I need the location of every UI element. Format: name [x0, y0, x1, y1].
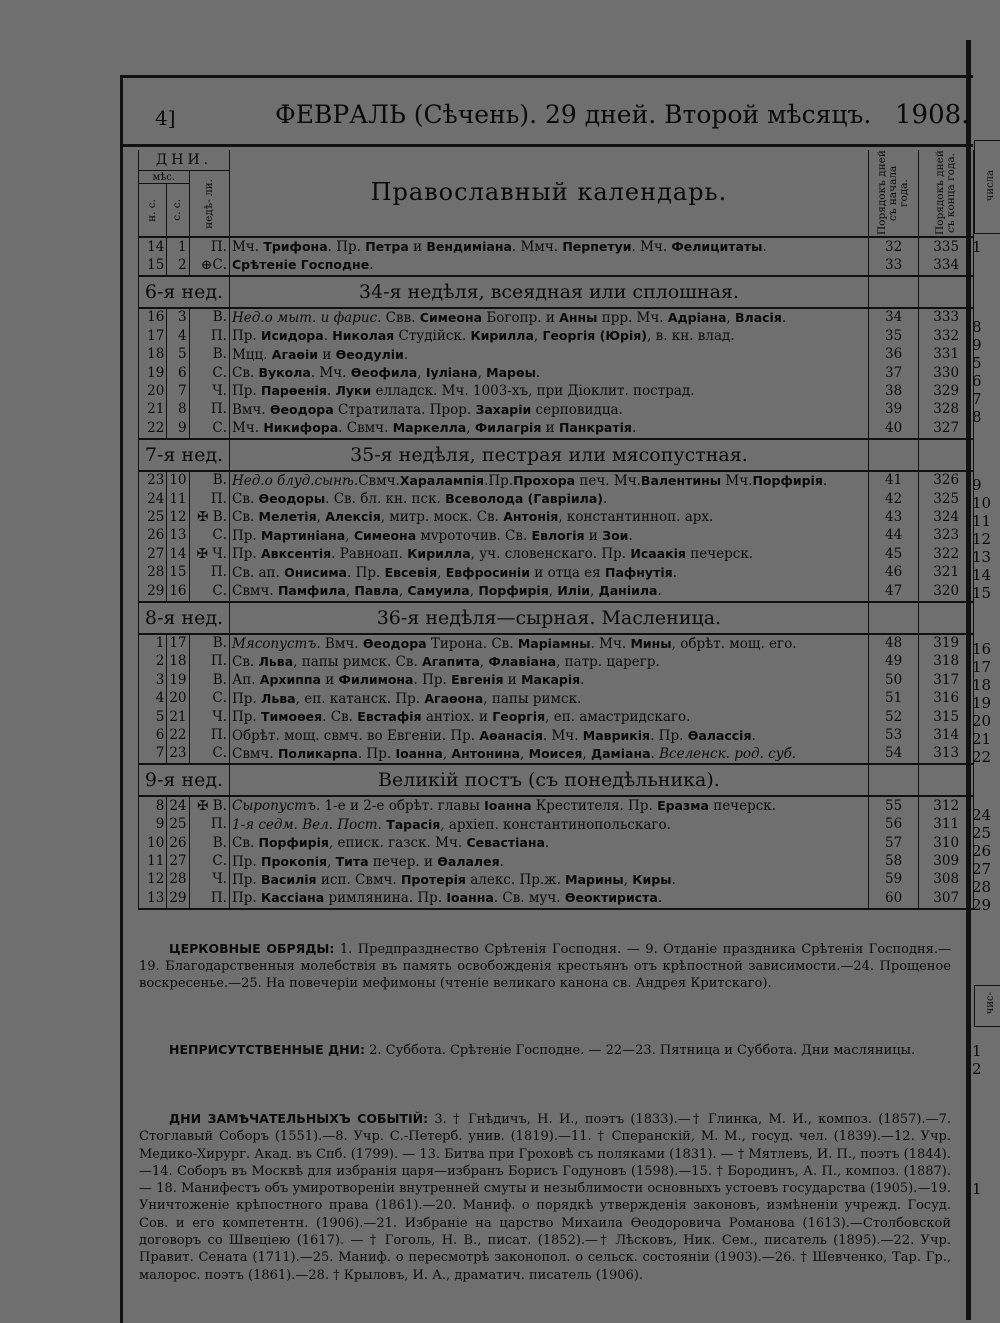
- day-from-end: 334: [919, 256, 974, 275]
- old-style-date: 11: [167, 490, 189, 508]
- day-from-start: 34: [868, 308, 919, 327]
- page-year: 1908.: [895, 100, 970, 130]
- weekday: С.: [189, 419, 229, 438]
- day-from-end: 314: [919, 727, 974, 745]
- calendar-page: [120, 75, 973, 1323]
- weekday: В.: [189, 671, 229, 689]
- edge-number: 1: [972, 1042, 982, 1060]
- day-from-start: 46: [868, 564, 919, 582]
- new-style-date: 5: [139, 708, 167, 726]
- weekday: П.: [189, 490, 229, 508]
- week-header-row: [139, 276, 974, 308]
- day-from-end: 312: [919, 796, 974, 815]
- new-style-date: 17: [139, 327, 167, 345]
- empty-cell: [868, 439, 919, 471]
- edge-number: 1: [972, 238, 982, 256]
- new-style-date: 12: [139, 871, 167, 889]
- calendar-title: Православный календарь.: [229, 150, 868, 237]
- saints-text: Св. Льва, папы римск. Св. Агапита, Флавіана, патр. царегр.: [229, 653, 868, 671]
- day-from-start: 41: [868, 471, 919, 490]
- old-style-date: 14: [167, 545, 189, 563]
- month-subheader: мѣс.: [139, 171, 190, 184]
- weekday: В.: [189, 346, 229, 364]
- weekday: Ч.: [189, 708, 229, 726]
- day-from-end: 326: [919, 471, 974, 490]
- day-from-end: 307: [919, 889, 974, 908]
- old-style-date: 21: [167, 708, 189, 726]
- edge-number: 8: [972, 318, 982, 336]
- weekday: П.: [189, 889, 229, 908]
- saints-text: Свмч. Памфила, Павла, Самуила, Порфирія, Иліи, Даніила.: [229, 582, 868, 601]
- old-style-date: 18: [167, 653, 189, 671]
- edge-number: 25: [972, 824, 992, 842]
- saints-text: Сыропустъ. 1-е и 2-е обрѣт. главы Іоанна Крестителя. Пр. Еразма печерск.: [229, 796, 868, 815]
- week-title: Великій постъ (съ понедѣльника).: [229, 764, 868, 796]
- day-row: [139, 308, 974, 327]
- church-rites-note: ЦЕРКОВНЫЕ ОБРЯДЫ: 1. Предпразднество Срѣтенія Господня. — 9. Отданіе праздника Срѣтенія Господня.—19. Благодарственныя молебствія въ память освобожденія крестьянъ отъ крѣпостной зависимости.—24. Прощеное воскресенье.—25. На повечеріи мефимоны (чтеніе великаго канона св. Андрея Критскаго).: [139, 941, 951, 991]
- old-style-date: 9: [167, 419, 189, 438]
- edge-number: 18: [972, 676, 992, 694]
- old-style-date: 25: [167, 816, 189, 834]
- saints-text: Св. Ѳеодоры. Св. бл. кн. пск. Всеволода (Гавріила).: [229, 490, 868, 508]
- day-row: [139, 237, 974, 256]
- weekday: П.: [189, 653, 229, 671]
- new-style-date: 14: [139, 237, 167, 256]
- day-row: [139, 834, 974, 852]
- day-from-end: 313: [919, 745, 974, 764]
- events-note: ДНИ ЗАМѢЧАТЕЛЬНЫХЪ СОБЫТІЙ: 3. † Гнѣдичъ, Н. И., поэтъ (1833).—† Глинка, М. И., композ. (1857).—7. Стоглавый Соборъ (1551).—8. Учр. С.-Петерб. унив. (1819).—11. † Сперанскій, М. М., госуд. чел. (1839).—12. Учр. Медико-Хирург. Акад. въ Спб. (1799). — 13. Битва при Гроховѣ съ поляками (1831). — † Мятлевъ, И. П., поэтъ (1844).—14. Соборъ въ Москвѣ для избранія царя—избранъ Борисъ Годуновъ (1598).—15. † Бородинъ, А. П., композ. (1887). — 18. Манифестъ объ умиротвореніи внутренней смуты и незыблимости основныхъ устоевъ государства (1905).—19. Уничтоженіе крѣпостного права (1861).—20. Маниф. о порядкѣ утвержденія законовъ, измѣненіи учрежд. Госуд. Сов. и его компетентн. (1906).—21. Избраніе на царство Михаила Ѳеодоровича Романова (1613).—Столбовской договоръ со Швеціею (1617). — † Гоголь, Н. В., писат. (1852).—† Лѣсковъ, Ник. Сем., писатель (1895).—22. Учр. Правит. Сената (1711).—25. Маниф. о пересмотрѣ законопол. о сельск. состояніи (1903).—26. † Шевченко, Тар. Гр., малорос. поэтъ (1861).—28. † Крыловъ, И. А., драматич. писатель (1906).: [139, 1111, 951, 1283]
- weekday: С.: [189, 853, 229, 871]
- day-from-start: 52: [868, 708, 919, 726]
- saints-text: Нед.о блуд.сынѣ.Свмч.Харалампія.Пр.Прохора печ. Мч.Валентины Мч.Порфирія.: [229, 471, 868, 490]
- new-style-date: 13: [139, 889, 167, 908]
- new-style-date: 4: [139, 690, 167, 708]
- old-style-date: 16: [167, 582, 189, 601]
- day-from-end: 329: [919, 382, 974, 400]
- old-style-date: 29: [167, 889, 189, 908]
- day-from-start: 54: [868, 745, 919, 764]
- weekday: П.: [189, 816, 229, 834]
- day-from-start: 55: [868, 796, 919, 815]
- weekday: В.: [189, 308, 229, 327]
- day-row: [139, 889, 974, 908]
- new-style-date: 1: [139, 634, 167, 653]
- calendar-table: [138, 150, 974, 910]
- saints-text: Св. Мелетія, Алексія, митр. моск. Св. Антонія, константинноп. арх.: [229, 508, 868, 526]
- page-number: 4]: [155, 106, 176, 130]
- old-style-date: 2: [167, 256, 189, 275]
- week-header-row: [139, 439, 974, 471]
- day-from-end: 333: [919, 308, 974, 327]
- day-from-end: 328: [919, 401, 974, 419]
- weekday: С.: [189, 364, 229, 382]
- edge-number: 17: [972, 658, 992, 676]
- day-from-end: 322: [919, 545, 974, 563]
- saints-text: Мясопустъ. Вмч. Ѳеодора Тирона. Св. Маріамны. Мч. Мины, обрѣт. мощ. его.: [229, 634, 868, 653]
- empty-cell: [868, 764, 919, 796]
- saints-text: Пр. Мартиніана, Симеона мvроточив. Св. Евлогія и Зои.: [229, 527, 868, 545]
- day-from-end: 309: [919, 853, 974, 871]
- new-style-date: 2: [139, 653, 167, 671]
- weekday: П.: [189, 237, 229, 256]
- empty-cell: [868, 602, 919, 634]
- day-row: [139, 853, 974, 871]
- new-style-date: 24: [139, 490, 167, 508]
- saints-text: Пр. Авксентія. Равноап. Кирилла, уч. словенскаго. Пр. Исаакія печерск.: [229, 545, 868, 563]
- edge-number: 6: [972, 372, 982, 390]
- day-from-start: 50: [868, 671, 919, 689]
- saints-text: Срѣтеніе Господне.: [229, 256, 868, 275]
- day-row: [139, 871, 974, 889]
- new-style-date: 22: [139, 419, 167, 438]
- day-from-start: 57: [868, 834, 919, 852]
- day-from-end: 331: [919, 346, 974, 364]
- day-row: [139, 490, 974, 508]
- weekday: В.: [189, 471, 229, 490]
- day-from-end: 315: [919, 708, 974, 726]
- day-row: [139, 508, 974, 526]
- edge-number: 1: [972, 1180, 982, 1198]
- day-row: [139, 256, 974, 275]
- saints-text: Пр. Льва, еп. катанск. Пр. Агаѳона, папы римск.: [229, 690, 868, 708]
- edge-number: 16: [972, 640, 992, 658]
- edge-number: 5: [972, 354, 982, 372]
- new-style-date: 19: [139, 364, 167, 382]
- week-title: 34-я недѣля, всеядная или сплошная.: [229, 276, 868, 308]
- week-header-row: [139, 764, 974, 796]
- old-style-date: 27: [167, 853, 189, 871]
- edge-number: 9: [972, 336, 982, 354]
- saints-text: Пр. Парѳенія. Луки елладск. Мч. 1003-хъ, при Діоклит. пострад.: [229, 382, 868, 400]
- week-label: 9-я нед.: [139, 764, 230, 796]
- empty-cell: [919, 439, 974, 471]
- old-style-date: 23: [167, 745, 189, 764]
- weekday-header: недѣ- ли.: [189, 171, 229, 238]
- old-style-date: 1: [167, 237, 189, 256]
- day-from-start: 60: [868, 889, 919, 908]
- day-row: [139, 419, 974, 438]
- day-from-end: 308: [919, 871, 974, 889]
- old-style-date: 28: [167, 871, 189, 889]
- weekday: С.: [189, 690, 229, 708]
- day-from-end: 324: [919, 508, 974, 526]
- day-from-start: 33: [868, 256, 919, 275]
- old-style-date: 20: [167, 690, 189, 708]
- day-row: [139, 634, 974, 653]
- empty-cell: [919, 602, 974, 634]
- from-start-header: Порядокъ дней съ начала года.: [868, 150, 919, 237]
- day-from-end: 318: [919, 653, 974, 671]
- saints-text: Пр. Тимоѳея. Св. Евстафія антіох. и Георгія, еп. амастридскаго.: [229, 708, 868, 726]
- day-row: [139, 564, 974, 582]
- saints-text: Св. ап. Онисима. Пр. Евсевія, Евфросиніи и отца ея Пафнутія.: [229, 564, 868, 582]
- weekday: С.: [189, 745, 229, 764]
- day-from-start: 48: [868, 634, 919, 653]
- edge-number: 7: [972, 390, 982, 408]
- day-row: [139, 545, 974, 563]
- edge-number: 27: [972, 860, 992, 878]
- page-header: [123, 100, 971, 140]
- edge-number: 20: [972, 712, 992, 730]
- new-style-date: 3: [139, 671, 167, 689]
- new-style-date: 25: [139, 508, 167, 526]
- day-from-start: 36: [868, 346, 919, 364]
- weekday: Ч.: [189, 382, 229, 400]
- day-from-end: 321: [919, 564, 974, 582]
- day-from-end: 317: [919, 671, 974, 689]
- day-row: [139, 327, 974, 345]
- edge-number: 21: [972, 730, 992, 748]
- saints-text: Св. Вукола. Мч. Ѳеофила, Іуліана, Марѳы.: [229, 364, 868, 382]
- new-style-date: 20: [139, 382, 167, 400]
- new-style-date: 26: [139, 527, 167, 545]
- day-row: [139, 816, 974, 834]
- empty-cell: [919, 276, 974, 308]
- new-style-date: 28: [139, 564, 167, 582]
- edge-number: 2: [972, 1060, 982, 1078]
- day-row: [139, 690, 974, 708]
- edge-number: 24: [972, 806, 992, 824]
- day-from-end: 310: [919, 834, 974, 852]
- next-page-header-text-2: чис-: [985, 992, 996, 1015]
- edge-number: 12: [972, 530, 992, 548]
- day-from-start: 45: [868, 545, 919, 563]
- weekday: ⊕С.: [189, 256, 229, 275]
- old-style-date: 5: [167, 346, 189, 364]
- empty-cell: [868, 276, 919, 308]
- holidays-note: НЕПРИСУТСТВЕННЫЕ ДНИ: 2. Суббота. Срѣтеніе Господне. — 22—23. Пятница и Суббота. Дни масляницы.: [169, 1042, 916, 1058]
- day-from-start: 35: [868, 327, 919, 345]
- day-from-start: 40: [868, 419, 919, 438]
- saints-text: 1-я седм. Вел. Пост. Тарасія, архіеп. константинопольскаго.: [229, 816, 868, 834]
- saints-text: Св. Порфирія, епиcк. газск. Мч. Севастіана.: [229, 834, 868, 852]
- day-from-end: 332: [919, 327, 974, 345]
- edge-number: 26: [972, 842, 992, 860]
- saints-text: Нед.о мыт. и фарис. Свв. Симеона Богопр. и Анны прр. Мч. Адріана, Власія.: [229, 308, 868, 327]
- weekday: П.: [189, 727, 229, 745]
- saints-text: Пр. Кассіана римлянина. Пр. Іоанна. Св. муч. Ѳеоктириста.: [229, 889, 868, 908]
- edge-number: 15: [972, 584, 992, 602]
- day-from-start: 43: [868, 508, 919, 526]
- day-row: [139, 401, 974, 419]
- day-from-start: 51: [868, 690, 919, 708]
- new-style-date: 8: [139, 796, 167, 815]
- day-row: [139, 527, 974, 545]
- edge-number: 29: [972, 896, 992, 914]
- new-style-date: 23: [139, 471, 167, 490]
- old-style-date: 6: [167, 364, 189, 382]
- edge-number: 10: [972, 494, 992, 512]
- new-style-date: 11: [139, 853, 167, 871]
- day-row: [139, 671, 974, 689]
- day-row: [139, 382, 974, 400]
- saints-text: Пр. Василія исп. Свмч. Протерія алекс. Пр.ж. Марины, Киры.: [229, 871, 868, 889]
- day-from-end: 330: [919, 364, 974, 382]
- old-style-date: 10: [167, 471, 189, 490]
- day-from-end: 323: [919, 527, 974, 545]
- day-from-start: 42: [868, 490, 919, 508]
- day-row: [139, 745, 974, 764]
- day-from-end: 311: [919, 816, 974, 834]
- next-page-header-text: числа: [985, 170, 996, 202]
- calendar-body: [139, 237, 974, 909]
- saints-text: Вмч. Ѳеодора Стратилата. Прор. Захаріи серповидца.: [229, 401, 868, 419]
- weekday: ✠ В.: [189, 508, 229, 526]
- weekday: П.: [189, 401, 229, 419]
- day-from-start: 53: [868, 727, 919, 745]
- edge-number: 28: [972, 878, 992, 896]
- old-style-date: 13: [167, 527, 189, 545]
- edge-number: 13: [972, 548, 992, 566]
- week-header-row: [139, 602, 974, 634]
- saints-text: Мч. Трифона. Пр. Петра и Вендиміана. Ммч. Перпетуи. Мч. Фелицитаты.: [229, 237, 868, 256]
- day-from-start: 56: [868, 816, 919, 834]
- week-label: 8-я нед.: [139, 602, 230, 634]
- saints-text: Свмч. Поликарпа. Пр. Іоанна, Антонина, Моисея, Даміана. Вселенск. род. суб.: [229, 745, 868, 764]
- header-rule: [123, 144, 973, 147]
- day-from-end: 319: [919, 634, 974, 653]
- old-style-date: 12: [167, 508, 189, 526]
- new-style-date: 15: [139, 256, 167, 275]
- day-row: [139, 727, 974, 745]
- edge-number: 19: [972, 694, 992, 712]
- weekday: ✠ Ч.: [189, 545, 229, 563]
- new-style-date: 29: [139, 582, 167, 601]
- saints-text: Пр. Исидора. Николая Студійск. Кирилла, Георгія (Юрія), в. кн. влад.: [229, 327, 868, 345]
- edge-number: 14: [972, 566, 992, 584]
- saints-text: Мч. Никифора. Свмч. Маркелла, Филагрія и Панкратія.: [229, 419, 868, 438]
- day-from-start: 47: [868, 582, 919, 601]
- old-style-date: 22: [167, 727, 189, 745]
- weekday: Ч.: [189, 871, 229, 889]
- day-from-start: 44: [868, 527, 919, 545]
- old-style-date: 24: [167, 796, 189, 815]
- day-from-start: 58: [868, 853, 919, 871]
- day-from-start: 49: [868, 653, 919, 671]
- edge-number: 9: [972, 476, 982, 494]
- day-row: [139, 708, 974, 726]
- day-from-start: 59: [868, 871, 919, 889]
- saints-text: Ап. Архиппа и Филимона. Пр. Евгенія и Макарія.: [229, 671, 868, 689]
- old-style-header: с. с.: [167, 184, 189, 238]
- day-row: [139, 796, 974, 815]
- weekday: П.: [189, 327, 229, 345]
- week-label: 7-я нед.: [139, 439, 230, 471]
- new-style-date: 6: [139, 727, 167, 745]
- new-style-header: н. с.: [139, 184, 167, 238]
- week-label: 6-я нед.: [139, 276, 230, 308]
- new-style-date: 7: [139, 745, 167, 764]
- weekday: П.: [189, 564, 229, 582]
- new-style-date: 21: [139, 401, 167, 419]
- day-row: [139, 582, 974, 601]
- day-from-end: 327: [919, 419, 974, 438]
- weekday: В.: [189, 634, 229, 653]
- old-style-date: 3: [167, 308, 189, 327]
- old-style-date: 15: [167, 564, 189, 582]
- old-style-date: 17: [167, 634, 189, 653]
- day-row: [139, 346, 974, 364]
- old-style-date: 7: [167, 382, 189, 400]
- weekday: ✠ В.: [189, 796, 229, 815]
- days-header: ДНИ.: [139, 150, 230, 171]
- weekday: В.: [189, 834, 229, 852]
- saints-text: Обрѣт. мощ. свмч. во Евгеніи. Пр. Аѳанасія. Мч. Маврикія. Пр. Ѳалассія.: [229, 727, 868, 745]
- new-style-date: 18: [139, 346, 167, 364]
- week-title: 35-я недѣля, пестрая или мясопустная.: [229, 439, 868, 471]
- day-from-end: 320: [919, 582, 974, 601]
- day-from-start: 39: [868, 401, 919, 419]
- old-style-date: 26: [167, 834, 189, 852]
- weekday: С.: [189, 527, 229, 545]
- edge-number: 22: [972, 748, 992, 766]
- new-style-date: 16: [139, 308, 167, 327]
- day-row: [139, 653, 974, 671]
- day-row: [139, 471, 974, 490]
- old-style-date: 8: [167, 401, 189, 419]
- day-from-end: 335: [919, 237, 974, 256]
- day-from-end: 325: [919, 490, 974, 508]
- edge-number: 11: [972, 512, 992, 530]
- saints-text: Мцц. Агаѳіи и Ѳеодуліи.: [229, 346, 868, 364]
- new-style-date: 27: [139, 545, 167, 563]
- day-from-start: 37: [868, 364, 919, 382]
- new-style-date: 10: [139, 834, 167, 852]
- old-style-date: 4: [167, 327, 189, 345]
- week-title: 36-я недѣля—сырная. Масленица.: [229, 602, 868, 634]
- weekday: С.: [189, 582, 229, 601]
- old-style-date: 19: [167, 671, 189, 689]
- edge-number: 8: [972, 408, 982, 426]
- new-style-date: 9: [139, 816, 167, 834]
- empty-cell: [919, 764, 974, 796]
- from-end-header: Порядокъ дней съ конца года.: [919, 150, 974, 237]
- saints-text: Пр. Прокопія, Тита печер. и Ѳалалея.: [229, 853, 868, 871]
- day-from-end: 316: [919, 690, 974, 708]
- day-from-start: 32: [868, 237, 919, 256]
- day-from-start: 38: [868, 382, 919, 400]
- day-row: [139, 364, 974, 382]
- page-title: ФЕВРАЛЬ (Сѣчень). 29 дней. Второй мѣсяцъ.: [275, 100, 872, 129]
